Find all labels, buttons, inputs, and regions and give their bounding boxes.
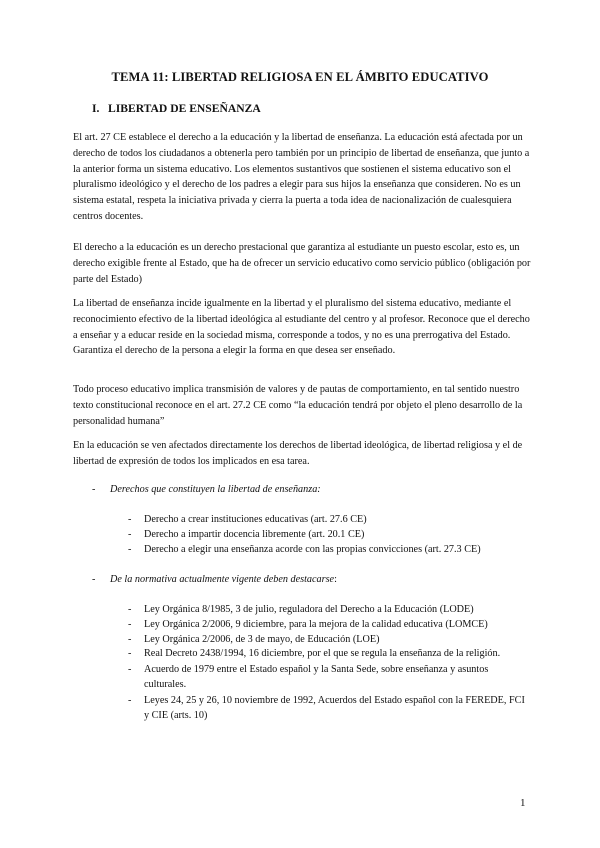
list-a-heading [92, 482, 321, 498]
list-item-text: Derecho a elegir una enseñanza acorde con las propias convicciones (art. 27.3 CE) [144, 543, 481, 555]
paragraph-2: El derecho a la educación es un derecho prestacional que garantiza al estudiante un puesto escolar, esto es, un derecho exigible frente al Estado, que ha de ofrecer un servicio educativo como servicio público (obligación por parte del Estado) [73, 242, 531, 285]
bullet-marker: - [128, 618, 132, 630]
list-item [128, 603, 528, 618]
bullet-marker: - [128, 514, 132, 525]
list-item [128, 618, 528, 633]
list-item-text: Derecho a crear instituciones educativas (art. 27.6 CE) [144, 514, 367, 525]
list-a-label: Derechos que constituyen la libertad de enseñanza: [110, 484, 321, 495]
list-item [128, 663, 528, 693]
list-b-heading [92, 572, 337, 588]
list-b-suffix: : [334, 574, 337, 585]
list-item [128, 633, 528, 648]
page-number: 1 [520, 797, 526, 809]
list-item-text: Ley Orgánica 8/1985, 3 de julio, reguladora del Derecho a la Educación (LODE) [144, 604, 474, 615]
bullet-marker: - [128, 648, 132, 660]
dash-marker: - [92, 574, 96, 585]
list-b [128, 603, 528, 723]
list-item [128, 694, 528, 724]
document-title: TEMA 11: LIBERTAD RELIGIOSA EN EL ÁMBITO EDUCATIVO [111, 70, 489, 84]
list-item-text: Acuerdo de 1979 entre el Estado español y la Santa Sede, sobre enseñanza y asuntos culturales. [144, 664, 489, 690]
list-item-text: Derecho a impartir docencia libremente (art. 20.1 CE) [144, 528, 365, 540]
list-item-text: Ley Orgánica 2/2006, de 3 de mayo, de Educación (LOE) [144, 633, 380, 645]
list-item [128, 647, 528, 662]
paragraph-1: El art. 27 CE establece el derecho a la educación y la libertad de enseñanza. La educación está afectada por un derecho de todos los ciudadanos a obtenerla pero también por un principio de libertad de enseñanza, que junto a la anterior forma un sistema educativo. Los elementos sustantivos que sostienen el sistema educativo son el pluralismo ideológico y el derecho de los padres a elegir para sus hijos la enseñanza que consideren. No es un sistema estatal, respeta la iniciativa privada y cierra la puerta a toda idea de nacionalización de cualesquiera centros docentes. [73, 132, 530, 222]
dash-marker: - [92, 484, 96, 495]
list-a [128, 513, 528, 557]
bullet-marker: - [128, 633, 132, 645]
list-item-text: Ley Orgánica 2/2006, 9 diciembre, para la mejora de la calidad educativa (LOMCE) [144, 618, 488, 630]
list-b-label: De la normativa actualmente vigente deben destacarse [110, 574, 335, 585]
list-item-text: Real Decreto 2438/1994, 16 diciembre, por el que se regula la enseñanza de la religión. [144, 648, 501, 660]
section-heading [92, 102, 261, 115]
list-item [128, 543, 528, 558]
list-item [128, 528, 528, 543]
bullet-marker: - [128, 664, 132, 676]
bullet-marker: - [128, 694, 132, 706]
list-item-text: Leyes 24, 25 y 26, 10 noviembre de 1992, Acuerdos del Estado español con la FEREDE, FCI y CIE (arts. 10) [144, 694, 525, 721]
paragraph-3: La libertad de enseñanza incide igualmente en la libertad y el pluralismo del sistema educativo, mediante el reconocimiento efectivo de la libertad ideológica al estudiante del centro y al profesor. Reconoce que el derecho a enseñar y a educar reside en la sociedad misma, corresponde a todos, y no es una prerrogativa del Estado. Garantiza el derecho de la persona a elegir la forma en que desea ser enseñado. [73, 298, 530, 357]
paragraph-5: En la educación se ven afectados directamente los derechos de libertad ideológica, de libertad religiosa y el de libertad de expresión de todos los implicados en esa tarea. [73, 440, 523, 467]
section-heading-text: LIBERTAD DE ENSEÑANZA [108, 102, 261, 115]
bullet-marker: - [128, 604, 132, 615]
paragraph-4: Todo proceso educativo implica transmisión de valores y de pautas de comportamiento, en tal sentido nuestro texto constitucional reconoce en el art. 27.2 CE como “la educación tendrá por objeto el pleno desarrollo de la personalidad humana” [73, 384, 523, 427]
list-item [128, 513, 528, 528]
bullet-marker: - [128, 543, 132, 555]
section-number: I. [92, 102, 100, 115]
bullet-marker: - [128, 528, 132, 540]
